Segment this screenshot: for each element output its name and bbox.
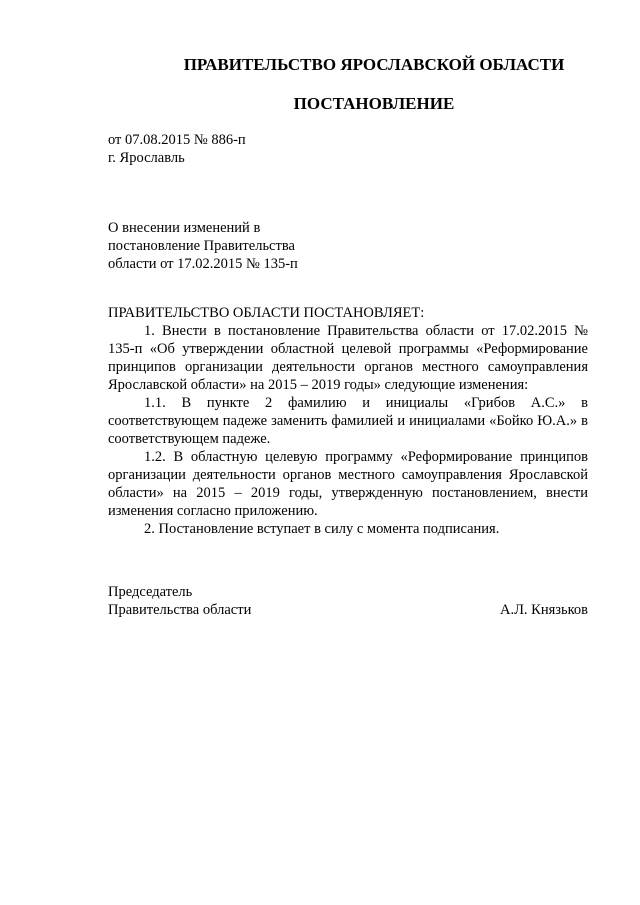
document-type: ПОСТАНОВЛЕНИЕ [293, 94, 455, 113]
resolution-body [108, 304, 588, 538]
subject-line: постановление Правительства [108, 238, 295, 254]
subject-line: области от 17.02.2015 № 135-п [108, 256, 298, 272]
paragraph-1-2: 1.2. В областную целевую программу «Реформирование принципов организации деятельности органов местного самоуправления Ярославской области» на 2015 – 2019 годы, утвержденную постановлением, внести изменения согласно приложению. [108, 449, 588, 519]
date-block [108, 131, 588, 167]
subject-block [108, 219, 588, 273]
signatory-name: А.Л. Князьков [499, 602, 588, 618]
paragraph-1-1: 1.1. В пункте 2 фамилию и инициалы «Грибов А.С.» в соответствующем падеже заменить фамилией и инициалами «Бойко Ю.А.» в соответствующем падеже. [108, 395, 588, 447]
date-number: от 07.08.2015 № 886-п [108, 132, 246, 148]
subject-line: О внесении изменений в [108, 220, 261, 236]
city: г. Ярославль [108, 150, 185, 166]
signatory-position: Председатель [108, 584, 193, 600]
signatory-position-line2: Правительства области [108, 602, 252, 618]
paragraph-2: 2. Постановление вступает в силу с момента подписания. [144, 521, 500, 537]
signature-row [108, 601, 588, 619]
paragraph-1: 1. Внести в постановление Правительства области от 17.02.2015 № 135-п «Об утверждении областной целевой программы «Реформирование принципов организации деятельности органов местного самоуправления Ярославской области» на 2015 – 2019 годы» следующие изменения: [108, 323, 588, 393]
resolution-heading: ПРАВИТЕЛЬСТВО ОБЛАСТИ ПОСТАНОВЛЯЕТ: [108, 305, 425, 321]
signature-block [108, 583, 588, 619]
government-title: ПРАВИТЕЛЬСТВО ЯРОСЛАВСКОЙ ОБЛАСТИ [183, 55, 565, 74]
